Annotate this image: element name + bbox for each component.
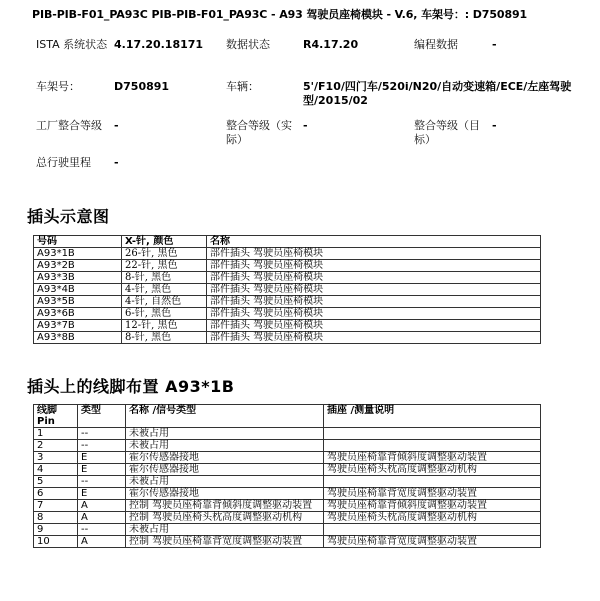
cell-pin: 7 — [34, 500, 78, 512]
connector-table — [33, 235, 541, 344]
cell-type: A — [78, 536, 126, 548]
cell-pins: 22-针, 黑色 — [122, 260, 207, 272]
table-row — [34, 428, 541, 440]
cell-pin: 9 — [34, 524, 78, 536]
column-header-pin: 线脚 Pin — [34, 405, 78, 428]
cell-name: 部件插头 驾驶员座椅模块 — [207, 272, 541, 284]
mileage-label: 总行驶里程 — [36, 156, 91, 169]
table-row — [34, 440, 541, 452]
table-header-row — [34, 236, 541, 248]
table-row — [34, 452, 541, 464]
cell-code: A93*5B — [34, 296, 122, 308]
cell-name: 霍尔传感器接地 — [126, 452, 324, 464]
cell-type: -- — [78, 524, 126, 536]
cell-code: A93*3B — [34, 272, 122, 284]
table-row — [34, 464, 541, 476]
ista-label: ISTA 系统状态 — [36, 38, 108, 51]
table-row — [34, 284, 541, 296]
table-row — [34, 488, 541, 500]
cell-name: 控制 驾驶员座椅靠背倾斜度调整驱动装置 — [126, 500, 324, 512]
vin-label: 车架号： — [36, 80, 80, 93]
cell-code: A93*1B — [34, 248, 122, 260]
cell-note — [324, 428, 541, 440]
cell-pins: 8-针, 黑色 — [122, 272, 207, 284]
table-row — [34, 296, 541, 308]
cell-type: -- — [78, 476, 126, 488]
document-header: PIB-PIB-F01_PA93C PIB-PIB-F01_PA93C - A93 驾驶员座椅模块 - V.6, 车架号：: D750891 — [32, 8, 528, 21]
column-header-socket: 插座 /测量说明 — [324, 405, 541, 428]
cell-code: A93*4B — [34, 284, 122, 296]
programming-value: - — [492, 38, 497, 51]
factory-level-value: - — [114, 119, 119, 132]
cell-name: 控制 驾驶员座椅靠背宽度调整驱动装置 — [126, 536, 324, 548]
table-row — [34, 536, 541, 548]
cell-pins: 6-针, 黑色 — [122, 308, 207, 320]
cell-name: 未被占用 — [126, 428, 324, 440]
cell-pin: 10 — [34, 536, 78, 548]
table-row — [34, 248, 541, 260]
cell-name: 部件插头 驾驶员座椅模块 — [207, 308, 541, 320]
cell-note — [324, 524, 541, 536]
column-header-signal: 名称 /信号类型 — [126, 405, 324, 428]
cell-pins: 4-针, 黑色 — [122, 284, 207, 296]
cell-pin: 5 — [34, 476, 78, 488]
cell-name: 部件插头 驾驶员座椅模块 — [207, 332, 541, 344]
cell-note: 驾驶员座椅靠背倾斜度调整驱动装置 — [324, 452, 541, 464]
cell-code: A93*8B — [34, 332, 122, 344]
cell-name: 部件插头 驾驶员座椅模块 — [207, 284, 541, 296]
cell-name: 霍尔传感器接地 — [126, 488, 324, 500]
table-row — [34, 272, 541, 284]
table-row — [34, 260, 541, 272]
vehicle-value: 5'/F10/四门车/520i/N20/自动变速箱/ECE/左座驾驶型/2015/02 — [303, 80, 572, 107]
cell-note: 驾驶员座椅头枕高度调整驱动机构 — [324, 464, 541, 476]
table-row — [34, 320, 541, 332]
cell-pins: 4-针, 自然色 — [122, 296, 207, 308]
target-level-value: - — [492, 119, 497, 132]
actual-level-value: - — [303, 119, 308, 132]
cell-note: 驾驶员座椅头枕高度调整驱动机构 — [324, 512, 541, 524]
cell-type: E — [78, 464, 126, 476]
cell-name: 霍尔传感器接地 — [126, 464, 324, 476]
vin-value: D750891 — [114, 80, 170, 93]
mileage-value: - — [114, 156, 119, 169]
table-row — [34, 524, 541, 536]
cell-type: E — [78, 452, 126, 464]
ista-value: 4.17.20.18171 — [114, 38, 204, 51]
cell-name: 部件插头 驾驶员座椅模块 — [207, 248, 541, 260]
cell-note: 驾驶员座椅靠背宽度调整驱动装置 — [324, 488, 541, 500]
pin-table — [33, 404, 541, 548]
target-level-label: 整合等级（目标） — [414, 119, 480, 146]
cell-name: 部件插头 驾驶员座椅模块 — [207, 260, 541, 272]
table-row — [34, 332, 541, 344]
cell-name: 控制 驾驶员座椅头枕高度调整驱动机构 — [126, 512, 324, 524]
cell-pin: 4 — [34, 464, 78, 476]
vehicle-label: 车辆： — [226, 80, 259, 93]
actual-level-label: 整合等级（实际） — [226, 119, 292, 146]
cell-pin: 2 — [34, 440, 78, 452]
cell-pin: 8 — [34, 512, 78, 524]
table-row — [34, 512, 541, 524]
cell-pin: 6 — [34, 488, 78, 500]
data-status-value: R4.17.20 — [303, 38, 359, 51]
cell-pins: 12-针, 黑色 — [122, 320, 207, 332]
cell-note: 驾驶员座椅靠背倾斜度调整驱动装置 — [324, 500, 541, 512]
cell-pin: 3 — [34, 452, 78, 464]
connector-section-title: 插头示意图 — [27, 207, 110, 226]
cell-type: A — [78, 512, 126, 524]
table-row — [34, 476, 541, 488]
column-header-type: 类型 — [78, 405, 126, 428]
cell-note — [324, 476, 541, 488]
cell-pins: 26-针, 黑色 — [122, 248, 207, 260]
cell-pins: 8-针, 黑色 — [122, 332, 207, 344]
data-status-label: 数据状态 — [226, 38, 270, 51]
cell-name: 部件插头 驾驶员座椅模块 — [207, 296, 541, 308]
table-row — [34, 308, 541, 320]
pin-section-title: 插头上的线脚布置 A93*1B — [27, 377, 235, 396]
cell-name: 部件插头 驾驶员座椅模块 — [207, 320, 541, 332]
cell-pin: 1 — [34, 428, 78, 440]
table-header-row — [34, 405, 541, 428]
cell-code: A93*7B — [34, 320, 122, 332]
cell-code: A93*2B — [34, 260, 122, 272]
cell-note — [324, 440, 541, 452]
cell-type: -- — [78, 428, 126, 440]
cell-name: 未被占用 — [126, 524, 324, 536]
cell-name: 未被占用 — [126, 476, 324, 488]
cell-type: A — [78, 500, 126, 512]
cell-type: -- — [78, 440, 126, 452]
cell-type: E — [78, 488, 126, 500]
table-row — [34, 500, 541, 512]
factory-level-label: 工厂整合等级 — [36, 119, 102, 132]
programming-label: 编程数据 — [414, 38, 458, 51]
cell-name: 未被占用 — [126, 440, 324, 452]
cell-code: A93*6B — [34, 308, 122, 320]
cell-note: 驾驶员座椅靠背宽度调整驱动装置 — [324, 536, 541, 548]
column-header-pins: X-针, 颜色 — [122, 236, 207, 248]
column-header-code: 号码 — [34, 236, 122, 248]
column-header-name: 名称 — [207, 236, 541, 248]
